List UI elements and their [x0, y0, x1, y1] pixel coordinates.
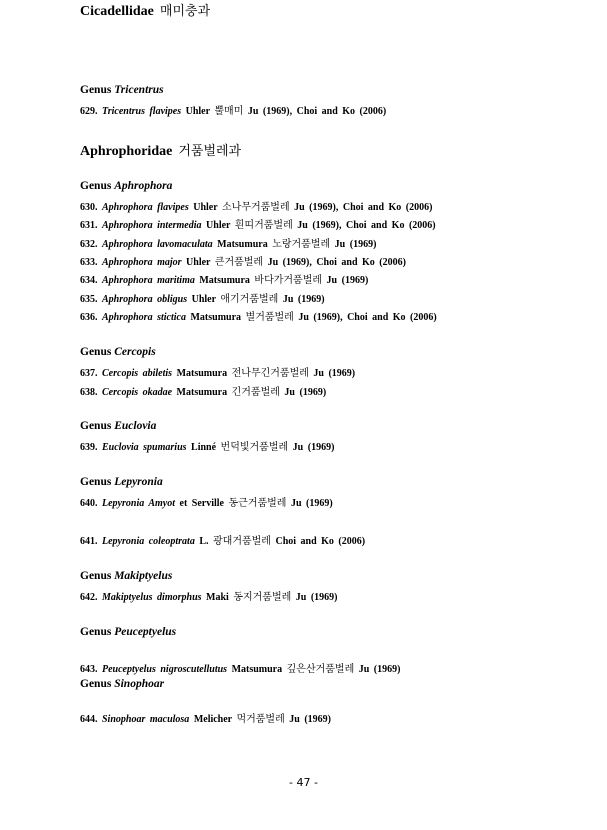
species-name: Lepyronia Amyot — [102, 498, 176, 509]
species-name: Aphrophora flavipes — [102, 202, 189, 213]
species-entry — [80, 494, 333, 509]
species-entry — [80, 383, 326, 398]
species-entry — [80, 253, 406, 268]
species-korean-name: 번덕빛거품벌레 — [220, 442, 289, 453]
genus-heading — [80, 84, 164, 96]
species-reference: Ju (1969), Choi and Ko (2006) — [297, 220, 436, 231]
genus-heading — [80, 626, 176, 638]
family-heading — [80, 0, 210, 20]
genus-heading — [80, 180, 172, 192]
genus-name: Lepyronia — [114, 476, 163, 488]
species-reference: Ju (1969), Choi and Ko (2006) — [247, 106, 387, 117]
species-number: 633. — [80, 257, 98, 268]
page-number: - 47 - — [289, 776, 318, 789]
species-author: Matsumura — [190, 312, 242, 323]
species-number: 635. — [80, 294, 98, 305]
species-name: Aphrophora stictica — [102, 312, 186, 323]
species-number: 637. — [80, 368, 98, 379]
species-number: 643. — [80, 664, 98, 675]
species-author: Uhler — [206, 220, 231, 231]
species-reference: Ju (1969) — [326, 275, 369, 286]
species-entry — [80, 532, 365, 547]
family-korean-name: 매미충과 — [159, 4, 211, 19]
species-name: Cercopis abiletis — [102, 368, 173, 379]
species-korean-name: 소나무거품벌레 — [222, 202, 290, 213]
species-reference: Ju (1969) — [292, 442, 335, 453]
species-name: Peuceptyelus nigroscutellutus — [102, 664, 228, 675]
species-reference: Ju (1969), Choi and Ko (2006) — [298, 312, 437, 323]
species-korean-name: 깊은산거품벌레 — [286, 664, 355, 675]
species-name: Tricentrus flavipes — [102, 106, 182, 117]
species-number: 629. — [80, 106, 98, 117]
genus-prefix: Genus — [80, 570, 112, 582]
species-name: Aphrophora intermedia — [102, 220, 202, 231]
species-author: Matsumura — [231, 664, 283, 675]
species-number: 642. — [80, 592, 98, 603]
genus-name: Tricentrus — [114, 84, 164, 96]
species-reference: Ju (1969) — [334, 239, 377, 250]
genus-prefix: Genus — [80, 180, 112, 192]
species-number: 630. — [80, 202, 98, 213]
species-entry — [80, 102, 386, 117]
genus-name: Makiptyelus — [114, 570, 173, 582]
species-name: Lepyronia coleoptrata — [102, 536, 195, 547]
species-korean-name: 뿔매미 — [214, 106, 244, 117]
species-korean-name: 긴거품벌레 — [231, 387, 280, 398]
species-number: 636. — [80, 312, 98, 323]
species-reference: Ju (1969), Choi and Ko (2006) — [267, 257, 406, 268]
species-author: Matsumura — [176, 387, 228, 398]
species-entry — [80, 271, 368, 286]
species-entry — [80, 588, 338, 603]
family-korean-name: 거품벌레과 — [178, 144, 242, 159]
genus-prefix: Genus — [80, 420, 112, 432]
species-author: Maki — [206, 592, 229, 603]
species-reference: Ju (1969) — [282, 294, 325, 305]
genus-prefix: Genus — [80, 346, 112, 358]
species-number: 632. — [80, 239, 98, 250]
genus-heading — [80, 678, 164, 690]
species-author: Uhler — [193, 202, 218, 213]
genus-heading — [80, 570, 172, 582]
species-reference: Ju (1969) — [358, 664, 401, 675]
species-author: Uhler — [185, 106, 210, 117]
species-entry — [80, 308, 437, 323]
species-author: Uhler — [186, 257, 211, 268]
species-name: Aphrophora major — [102, 257, 182, 268]
species-name: Aphrophora obligus — [102, 294, 188, 305]
species-korean-name: 큰거품벌레 — [214, 257, 264, 268]
species-reference: Ju (1969) — [313, 368, 356, 379]
species-name: Cercopis okadae — [102, 387, 173, 398]
species-number: 638. — [80, 387, 98, 398]
species-reference: Ju (1969) — [290, 498, 333, 509]
species-author: L. — [199, 536, 209, 547]
species-number: 644. — [80, 714, 98, 725]
species-entry — [80, 290, 325, 305]
species-name: Aphrophora lavomaculata — [102, 239, 213, 250]
genus-heading — [80, 346, 156, 358]
species-author: Uhler — [191, 294, 216, 305]
species-author: Matsumura — [199, 275, 250, 286]
genus-name: Euclovia — [114, 420, 157, 432]
species-korean-name: 노랑거품벌레 — [272, 239, 331, 250]
species-entry — [80, 438, 334, 453]
genus-prefix: Genus — [80, 678, 112, 690]
species-korean-name: 동지거품벌레 — [233, 592, 292, 603]
species-reference: Ju (1969) — [295, 592, 338, 603]
species-entry — [80, 235, 376, 250]
species-korean-name: 별거품벌레 — [245, 312, 294, 323]
species-author: et Serville — [179, 498, 224, 509]
species-korean-name: 흰띠거품벌레 — [234, 220, 293, 231]
species-entry — [80, 660, 400, 675]
species-author: Matsumura — [217, 239, 268, 250]
species-name: Makiptyelus dimorphus — [102, 592, 202, 603]
species-reference: Ju (1969) — [284, 387, 327, 398]
genus-prefix: Genus — [80, 84, 112, 96]
species-name: Aphrophora maritima — [102, 275, 195, 286]
family-name: Cicadellidae — [80, 4, 154, 19]
species-number: 631. — [80, 220, 98, 231]
genus-prefix: Genus — [80, 476, 112, 488]
species-korean-name: 동근거품벌레 — [228, 498, 287, 509]
species-reference: Choi and Ko (2006) — [275, 536, 366, 547]
species-author: Matsumura — [176, 368, 228, 379]
species-name: Euclovia spumarius — [102, 442, 187, 453]
species-korean-name: 애기거품벌레 — [220, 294, 279, 305]
species-korean-name: 바다가거품벌레 — [254, 275, 323, 286]
species-reference: Ju (1969) — [289, 714, 331, 725]
species-korean-name: 먹거품벌레 — [236, 714, 285, 725]
species-entry — [80, 710, 331, 725]
species-entry — [80, 364, 355, 379]
species-author: Linné — [191, 442, 217, 453]
genus-name: Aphrophora — [114, 180, 173, 192]
family-heading — [80, 140, 241, 160]
species-name: Sinophoar maculosa — [102, 714, 190, 725]
genus-name: Cercopis — [114, 346, 156, 358]
species-korean-name: 광대거품벌레 — [213, 536, 271, 547]
species-number: 640. — [80, 498, 98, 509]
genus-name: Sinophoar — [114, 678, 165, 690]
species-number: 639. — [80, 442, 98, 453]
species-number: 634. — [80, 275, 98, 286]
genus-heading — [80, 420, 156, 432]
genus-name: Peuceptyelus — [114, 626, 177, 638]
species-reference: Ju (1969), Choi and Ko (2006) — [294, 202, 433, 213]
species-entry — [80, 198, 432, 213]
genus-prefix: Genus — [80, 626, 112, 638]
family-name: Aphrophoridae — [80, 144, 173, 159]
species-entry — [80, 216, 436, 231]
species-number: 641. — [80, 536, 98, 547]
species-author: Melicher — [193, 714, 232, 725]
species-korean-name: 전나무긴거품벌레 — [231, 368, 309, 379]
genus-heading — [80, 476, 163, 488]
